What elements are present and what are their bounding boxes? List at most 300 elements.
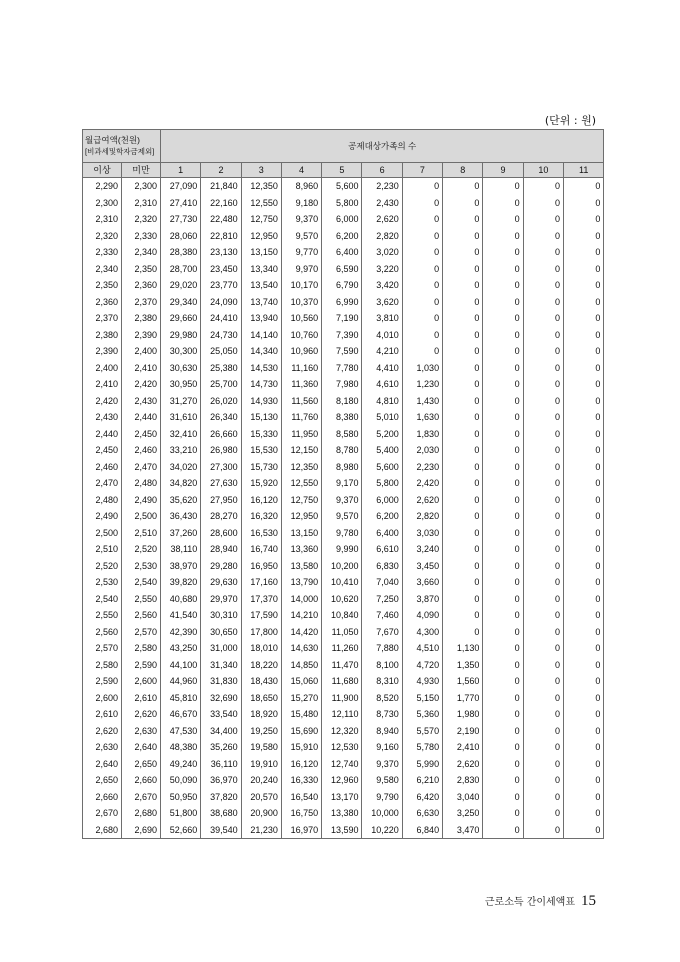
- table-row: [83, 195, 604, 212]
- tax-amount-cell: 26,980: [201, 442, 241, 459]
- tax-amount-cell: 31,340: [201, 657, 241, 674]
- tax-amount-cell: 38,970: [161, 558, 201, 575]
- tax-amount-cell: 10,840: [322, 607, 362, 624]
- tax-amount-cell: 22,160: [201, 195, 241, 212]
- tax-amount-cell: 0: [523, 310, 563, 327]
- tax-amount-cell: 50,950: [161, 789, 201, 806]
- tax-amount-cell: 3,240: [402, 541, 442, 558]
- min-salary-cell: 2,470: [83, 475, 122, 492]
- tax-amount-cell: 30,630: [161, 360, 201, 377]
- tax-amount-cell: 17,590: [241, 607, 281, 624]
- tax-amount-cell: 0: [483, 211, 523, 228]
- tax-amount-cell: 0: [443, 261, 483, 278]
- page-number: 15: [581, 893, 596, 909]
- tax-amount-cell: 23,770: [201, 277, 241, 294]
- tax-amount-cell: 30,950: [161, 376, 201, 393]
- tax-amount-cell: 11,950: [281, 426, 321, 443]
- tax-amount-cell: 8,310: [362, 673, 402, 690]
- tax-amount-cell: 5,990: [402, 756, 442, 773]
- tax-amount-cell: 13,790: [281, 574, 321, 591]
- family-count-column-header: 11: [563, 163, 603, 178]
- tax-amount-cell: 0: [523, 178, 563, 195]
- tax-amount-cell: 0: [523, 508, 563, 525]
- tax-amount-cell: 0: [443, 574, 483, 591]
- tax-amount-cell: 0: [523, 244, 563, 261]
- tax-amount-cell: 0: [443, 244, 483, 261]
- tax-amount-cell: 27,950: [201, 492, 241, 509]
- tax-amount-cell: 29,280: [201, 558, 241, 575]
- tax-amount-cell: 0: [483, 178, 523, 195]
- max-salary-cell: 2,670: [122, 789, 161, 806]
- tax-amount-cell: 15,730: [241, 459, 281, 476]
- tax-amount-cell: 39,540: [201, 822, 241, 839]
- tax-amount-cell: 5,200: [362, 426, 402, 443]
- tax-amount-cell: 8,520: [362, 690, 402, 707]
- max-salary-cell: 2,370: [122, 294, 161, 311]
- tax-amount-cell: 0: [523, 426, 563, 443]
- tax-amount-cell: 0: [483, 277, 523, 294]
- tax-amount-cell: 0: [523, 442, 563, 459]
- min-salary-cell: 2,490: [83, 508, 122, 525]
- tax-amount-cell: 0: [563, 442, 603, 459]
- tax-amount-cell: 13,740: [241, 294, 281, 311]
- table-row: [83, 772, 604, 789]
- tax-amount-cell: 0: [483, 822, 523, 839]
- max-salary-cell: 2,420: [122, 376, 161, 393]
- table-row: [83, 244, 604, 261]
- tax-amount-cell: 0: [563, 261, 603, 278]
- tax-amount-cell: 6,000: [322, 211, 362, 228]
- tax-amount-cell: 10,410: [322, 574, 362, 591]
- tax-amount-cell: 31,610: [161, 409, 201, 426]
- tax-amount-cell: 0: [523, 525, 563, 542]
- tax-amount-cell: 0: [563, 607, 603, 624]
- tax-amount-cell: 20,570: [241, 789, 281, 806]
- tax-amount-cell: 0: [563, 228, 603, 245]
- tax-amount-cell: 13,150: [281, 525, 321, 542]
- tax-amount-cell: 6,630: [402, 805, 442, 822]
- tax-amount-cell: 0: [483, 459, 523, 476]
- table-row: [83, 723, 604, 740]
- tax-amount-cell: 0: [523, 591, 563, 608]
- tax-amount-cell: 0: [523, 261, 563, 278]
- tax-amount-cell: 14,850: [281, 657, 321, 674]
- tax-amount-cell: 5,010: [362, 409, 402, 426]
- salary-range-header: [83, 130, 161, 163]
- tax-amount-cell: 15,920: [241, 475, 281, 492]
- tax-amount-cell: 20,900: [241, 805, 281, 822]
- tax-amount-cell: 0: [402, 211, 442, 228]
- tax-amount-cell: 0: [443, 475, 483, 492]
- tax-amount-cell: 0: [483, 393, 523, 410]
- tax-amount-cell: 0: [483, 541, 523, 558]
- tax-amount-cell: 13,150: [241, 244, 281, 261]
- tax-amount-cell: 33,210: [161, 442, 201, 459]
- tax-amount-cell: 30,650: [201, 624, 241, 641]
- max-salary-cell: 2,480: [122, 475, 161, 492]
- tax-amount-cell: 0: [563, 657, 603, 674]
- tax-amount-cell: 46,670: [161, 706, 201, 723]
- tax-amount-cell: 2,230: [402, 459, 442, 476]
- tax-amount-cell: 0: [563, 822, 603, 839]
- tax-amount-cell: 1,130: [443, 640, 483, 657]
- table-row: [83, 756, 604, 773]
- tax-amount-cell: 0: [563, 310, 603, 327]
- tax-amount-cell: 0: [563, 673, 603, 690]
- tax-amount-cell: 0: [402, 178, 442, 195]
- tax-amount-cell: 0: [483, 228, 523, 245]
- tax-amount-cell: 0: [483, 657, 523, 674]
- tax-amount-cell: 6,840: [402, 822, 442, 839]
- tax-amount-cell: 4,090: [402, 607, 442, 624]
- tax-amount-cell: 12,740: [322, 756, 362, 773]
- tax-amount-cell: 6,790: [322, 277, 362, 294]
- tax-amount-cell: 17,160: [241, 574, 281, 591]
- tax-amount-cell: 7,190: [322, 310, 362, 327]
- tax-amount-cell: 34,020: [161, 459, 201, 476]
- tax-amount-cell: 9,170: [322, 475, 362, 492]
- tax-amount-cell: 39,820: [161, 574, 201, 591]
- tax-amount-cell: 0: [563, 706, 603, 723]
- tax-amount-cell: 4,610: [362, 376, 402, 393]
- table-body: [83, 178, 604, 839]
- tax-amount-cell: 0: [443, 558, 483, 575]
- tax-amount-cell: 42,390: [161, 624, 201, 641]
- tax-amount-cell: 29,020: [161, 277, 201, 294]
- min-salary-cell: 2,300: [83, 195, 122, 212]
- max-salary-cell: 2,470: [122, 459, 161, 476]
- tax-amount-cell: 17,370: [241, 591, 281, 608]
- tax-amount-cell: 0: [483, 706, 523, 723]
- tax-amount-cell: 45,810: [161, 690, 201, 707]
- tax-amount-cell: 50,090: [161, 772, 201, 789]
- max-salary-cell: 2,450: [122, 426, 161, 443]
- tax-amount-cell: 16,320: [241, 508, 281, 525]
- min-salary-cell: 2,310: [83, 211, 122, 228]
- tax-amount-cell: 0: [523, 673, 563, 690]
- tax-amount-cell: 37,260: [161, 525, 201, 542]
- tax-amount-cell: 15,690: [281, 723, 321, 740]
- family-count-column-header: 8: [443, 163, 483, 178]
- tax-amount-cell: 10,200: [322, 558, 362, 575]
- max-salary-cell: 2,310: [122, 195, 161, 212]
- tax-amount-cell: 0: [523, 574, 563, 591]
- tax-amount-cell: 0: [523, 228, 563, 245]
- tax-amount-cell: 0: [402, 277, 442, 294]
- tax-amount-cell: 13,170: [322, 789, 362, 806]
- tax-amount-cell: 1,560: [443, 673, 483, 690]
- tax-amount-cell: 3,470: [443, 822, 483, 839]
- tax-amount-cell: 0: [483, 310, 523, 327]
- tax-amount-cell: 7,390: [322, 327, 362, 344]
- tax-amount-cell: 2,830: [443, 772, 483, 789]
- tax-amount-cell: 0: [563, 508, 603, 525]
- tax-amount-cell: 0: [563, 492, 603, 509]
- tax-amount-cell: 20,240: [241, 772, 281, 789]
- tax-amount-cell: 14,340: [241, 343, 281, 360]
- tax-amount-cell: 10,960: [281, 343, 321, 360]
- family-count-column-header: 4: [281, 163, 321, 178]
- max-salary-cell: 2,430: [122, 393, 161, 410]
- tax-amount-cell: 0: [523, 558, 563, 575]
- tax-amount-cell: 5,360: [402, 706, 442, 723]
- tax-amount-cell: 11,260: [322, 640, 362, 657]
- min-salary-cell: 2,320: [83, 228, 122, 245]
- min-salary-cell: 2,610: [83, 706, 122, 723]
- max-salary-cell: 2,690: [122, 822, 161, 839]
- tax-amount-cell: 0: [563, 195, 603, 212]
- tax-amount-cell: 0: [483, 343, 523, 360]
- footer-title: 근로소득 간이세액표: [484, 897, 575, 908]
- min-salary-cell: 2,410: [83, 376, 122, 393]
- tax-amount-cell: 11,470: [322, 657, 362, 674]
- salary-label: 월급여액(천원): [85, 135, 140, 145]
- tax-amount-cell: 21,840: [201, 178, 241, 195]
- table-row: [83, 409, 604, 426]
- tax-amount-cell: 16,740: [241, 541, 281, 558]
- max-salary-cell: 2,630: [122, 723, 161, 740]
- min-salary-cell: 2,330: [83, 244, 122, 261]
- max-salary-cell: 2,330: [122, 228, 161, 245]
- max-column-header: 미만: [122, 163, 161, 178]
- tax-amount-cell: 10,620: [322, 591, 362, 608]
- tax-amount-cell: 0: [402, 195, 442, 212]
- min-salary-cell: 2,640: [83, 756, 122, 773]
- tax-amount-cell: 25,700: [201, 376, 241, 393]
- max-salary-cell: 2,680: [122, 805, 161, 822]
- tax-amount-cell: 0: [483, 640, 523, 657]
- tax-amount-cell: 52,660: [161, 822, 201, 839]
- tax-amount-cell: 28,940: [201, 541, 241, 558]
- max-salary-cell: 2,350: [122, 261, 161, 278]
- tax-amount-cell: 14,630: [281, 640, 321, 657]
- tax-amount-cell: 0: [483, 492, 523, 509]
- tax-amount-cell: 8,940: [362, 723, 402, 740]
- tax-amount-cell: 0: [483, 508, 523, 525]
- tax-amount-cell: 9,370: [281, 211, 321, 228]
- tax-amount-cell: 9,970: [281, 261, 321, 278]
- tax-amount-cell: 12,750: [281, 492, 321, 509]
- tax-amount-cell: 18,920: [241, 706, 281, 723]
- table-row: [83, 178, 604, 195]
- tax-amount-cell: 13,380: [322, 805, 362, 822]
- max-salary-cell: 2,340: [122, 244, 161, 261]
- tax-amount-cell: 28,600: [201, 525, 241, 542]
- table-row: [83, 211, 604, 228]
- tax-amount-cell: 34,400: [201, 723, 241, 740]
- tax-amount-cell: 10,560: [281, 310, 321, 327]
- tax-amount-cell: 24,090: [201, 294, 241, 311]
- tax-amount-cell: 29,660: [161, 310, 201, 327]
- min-salary-cell: 2,370: [83, 310, 122, 327]
- max-salary-cell: 2,610: [122, 690, 161, 707]
- max-salary-cell: 2,440: [122, 409, 161, 426]
- tax-amount-cell: 0: [563, 640, 603, 657]
- tax-amount-cell: 6,400: [322, 244, 362, 261]
- tax-amount-cell: 3,220: [362, 261, 402, 278]
- tax-amount-cell: 19,250: [241, 723, 281, 740]
- tax-amount-cell: 12,320: [322, 723, 362, 740]
- min-salary-cell: 2,680: [83, 822, 122, 839]
- min-salary-cell: 2,590: [83, 673, 122, 690]
- tax-amount-cell: 15,330: [241, 426, 281, 443]
- tax-amount-cell: 22,480: [201, 211, 241, 228]
- tax-amount-cell: 0: [563, 178, 603, 195]
- tax-amount-cell: 1,230: [402, 376, 442, 393]
- max-salary-cell: 2,590: [122, 657, 161, 674]
- tax-amount-cell: 5,600: [322, 178, 362, 195]
- tax-amount-cell: 7,460: [362, 607, 402, 624]
- tax-amount-cell: 8,780: [322, 442, 362, 459]
- tax-amount-cell: 0: [443, 343, 483, 360]
- tax-amount-cell: 6,830: [362, 558, 402, 575]
- tax-amount-cell: 6,590: [322, 261, 362, 278]
- tax-amount-cell: 0: [483, 475, 523, 492]
- min-salary-cell: 2,620: [83, 723, 122, 740]
- tax-amount-cell: 8,100: [362, 657, 402, 674]
- tax-amount-cell: 0: [563, 525, 603, 542]
- tax-amount-cell: 8,180: [322, 393, 362, 410]
- table-row: [83, 277, 604, 294]
- tax-amount-cell: 3,810: [362, 310, 402, 327]
- tax-amount-cell: 16,950: [241, 558, 281, 575]
- tax-amount-cell: 3,030: [402, 525, 442, 542]
- tax-amount-cell: 16,120: [281, 756, 321, 773]
- tax-amount-cell: 51,800: [161, 805, 201, 822]
- tax-amount-cell: 0: [483, 756, 523, 773]
- tax-amount-cell: 10,220: [362, 822, 402, 839]
- tax-amount-cell: 2,030: [402, 442, 442, 459]
- salary-exclusion-note: [비과세및학자금제외]: [85, 147, 155, 156]
- family-count-column-header: 9: [483, 163, 523, 178]
- tax-amount-cell: 28,380: [161, 244, 201, 261]
- tax-amount-cell: 6,610: [362, 541, 402, 558]
- tax-amount-cell: 17,800: [241, 624, 281, 641]
- tax-amount-cell: 15,530: [241, 442, 281, 459]
- family-count-column-header: 6: [362, 163, 402, 178]
- min-salary-cell: 2,480: [83, 492, 122, 509]
- tax-amount-cell: 16,330: [281, 772, 321, 789]
- tax-amount-cell: 0: [483, 442, 523, 459]
- tax-amount-cell: 0: [563, 772, 603, 789]
- tax-amount-cell: 0: [483, 558, 523, 575]
- tax-amount-cell: 0: [443, 195, 483, 212]
- tax-amount-cell: 6,210: [402, 772, 442, 789]
- tax-amount-cell: 9,370: [362, 756, 402, 773]
- tax-amount-cell: 3,420: [362, 277, 402, 294]
- tax-amount-cell: 0: [402, 310, 442, 327]
- tax-amount-cell: 7,780: [322, 360, 362, 377]
- tax-amount-cell: 0: [443, 211, 483, 228]
- tax-amount-cell: 21,230: [241, 822, 281, 839]
- tax-amount-cell: 0: [443, 376, 483, 393]
- tax-amount-cell: 24,730: [201, 327, 241, 344]
- min-salary-cell: 2,510: [83, 541, 122, 558]
- tax-amount-cell: 28,060: [161, 228, 201, 245]
- tax-amount-cell: 7,250: [362, 591, 402, 608]
- tax-amount-cell: 28,270: [201, 508, 241, 525]
- min-salary-cell: 2,500: [83, 525, 122, 542]
- tax-amount-cell: 9,370: [322, 492, 362, 509]
- tax-amount-cell: 4,410: [362, 360, 402, 377]
- table-row: [83, 558, 604, 575]
- tax-amount-cell: 12,110: [322, 706, 362, 723]
- min-salary-cell: 2,650: [83, 772, 122, 789]
- tax-amount-cell: 0: [563, 805, 603, 822]
- table-row: [83, 525, 604, 542]
- min-salary-cell: 2,450: [83, 442, 122, 459]
- tax-amount-cell: 0: [483, 574, 523, 591]
- tax-amount-cell: 2,820: [402, 508, 442, 525]
- table-row: [83, 739, 604, 756]
- tax-amount-cell: 0: [563, 277, 603, 294]
- tax-amount-cell: 3,660: [402, 574, 442, 591]
- tax-amount-cell: 3,870: [402, 591, 442, 608]
- tax-amount-cell: 0: [523, 475, 563, 492]
- tax-amount-cell: 7,670: [362, 624, 402, 641]
- tax-amount-cell: 34,820: [161, 475, 201, 492]
- tax-amount-cell: 8,730: [362, 706, 402, 723]
- max-salary-cell: 2,300: [122, 178, 161, 195]
- table-row: [83, 393, 604, 410]
- tax-amount-cell: 8,580: [322, 426, 362, 443]
- tax-amount-cell: 11,900: [322, 690, 362, 707]
- tax-amount-cell: 0: [563, 475, 603, 492]
- tax-amount-cell: 27,730: [161, 211, 201, 228]
- tax-amount-cell: 0: [523, 822, 563, 839]
- tax-amount-cell: 9,570: [322, 508, 362, 525]
- min-salary-cell: 2,630: [83, 739, 122, 756]
- max-salary-cell: 2,380: [122, 310, 161, 327]
- min-salary-cell: 2,290: [83, 178, 122, 195]
- tax-amount-cell: 0: [483, 739, 523, 756]
- tax-amount-cell: 14,140: [241, 327, 281, 344]
- tax-amount-cell: 0: [402, 244, 442, 261]
- tax-amount-cell: 0: [523, 409, 563, 426]
- tax-amount-cell: 4,010: [362, 327, 402, 344]
- min-salary-cell: 2,340: [83, 261, 122, 278]
- min-salary-cell: 2,670: [83, 805, 122, 822]
- tax-amount-cell: 2,620: [362, 211, 402, 228]
- table-row: [83, 657, 604, 674]
- min-salary-cell: 2,580: [83, 657, 122, 674]
- tax-amount-cell: 7,040: [362, 574, 402, 591]
- tax-amount-cell: 7,980: [322, 376, 362, 393]
- tax-amount-cell: 1,350: [443, 657, 483, 674]
- tax-amount-cell: 23,130: [201, 244, 241, 261]
- tax-amount-cell: 11,560: [281, 393, 321, 410]
- tax-amount-cell: 7,880: [362, 640, 402, 657]
- tax-amount-cell: 3,620: [362, 294, 402, 311]
- tax-amount-cell: 12,150: [281, 442, 321, 459]
- tax-amount-cell: 0: [523, 789, 563, 806]
- tax-amount-cell: 9,160: [362, 739, 402, 756]
- tax-amount-cell: 0: [443, 294, 483, 311]
- tax-amount-cell: 5,150: [402, 690, 442, 707]
- tax-amount-cell: 1,980: [443, 706, 483, 723]
- tax-amount-cell: 0: [563, 690, 603, 707]
- tax-amount-cell: 38,680: [201, 805, 241, 822]
- table-row: [83, 591, 604, 608]
- tax-amount-cell: 0: [443, 591, 483, 608]
- table-row: [83, 442, 604, 459]
- tax-amount-cell: 0: [483, 327, 523, 344]
- max-salary-cell: 2,530: [122, 558, 161, 575]
- tax-amount-cell: 0: [443, 525, 483, 542]
- tax-amount-cell: 0: [563, 591, 603, 608]
- tax-amount-cell: 0: [402, 228, 442, 245]
- table-row: [83, 789, 604, 806]
